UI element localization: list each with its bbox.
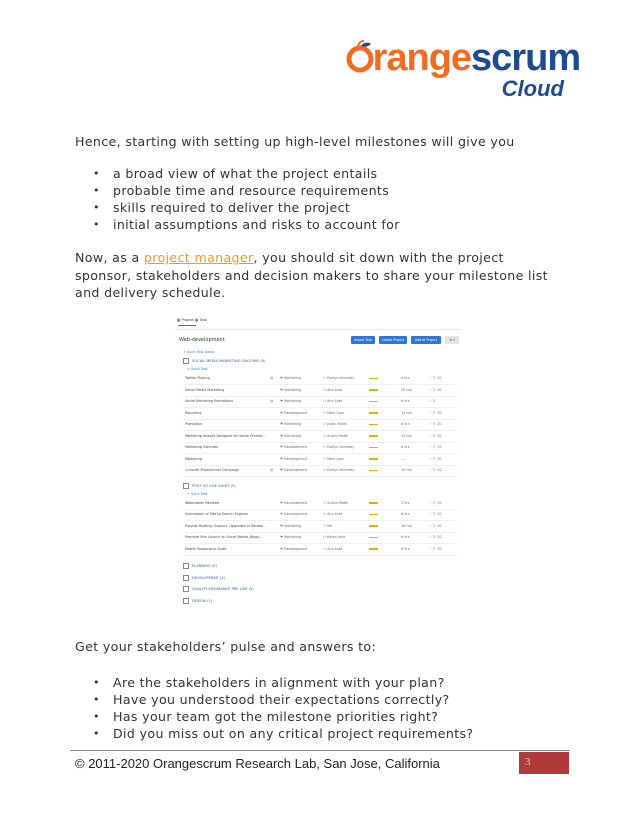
task-assignee: ⚇ Evelyn Kennedy (323, 445, 355, 449)
task-assignee: ⚇ Ann Leaf (323, 387, 342, 392)
task-name: 1-month Promotional Campaign (185, 468, 240, 472)
task-actions[interactable]: ✓ ⎘ ⌫ (429, 410, 442, 415)
task-hours: 6 hrs (401, 445, 410, 449)
list-item: • probable time and resource requirements (93, 182, 563, 199)
questions-list (93, 674, 563, 742)
task-hours: 10 hrs (401, 468, 412, 472)
task-assignee: ⚇ Austin Mathi (323, 433, 349, 438)
table-row[interactable] (183, 408, 457, 420)
table-row[interactable] (183, 498, 457, 510)
task-name: Provide Hosting, Support, Upgrades or Renew... (185, 523, 266, 528)
task-hours: 4 hrs (401, 376, 410, 380)
list-item: • skills required to deliver the project (93, 199, 563, 216)
table-row[interactable] (183, 373, 457, 385)
task-category: ⚑ Development (280, 468, 307, 472)
task-group-header[interactable] (183, 483, 236, 489)
priority-bar (369, 447, 378, 449)
quick-task-group-link[interactable]: + Quick Task Group (183, 350, 215, 354)
table-row[interactable] (183, 431, 457, 443)
task-hours: 8 hrs (401, 512, 410, 516)
task-assignee: ⚇ Ann Leaf (323, 512, 342, 516)
paragraph-text: Now, as a (75, 250, 144, 265)
table-row[interactable] (183, 544, 457, 556)
task-hours: 6 hrs (401, 535, 410, 539)
task-hours: 12 hrs (401, 410, 412, 415)
task-actions[interactable]: ✓ ⎘ ⌫ (429, 546, 442, 551)
page-number: 3 (525, 756, 531, 768)
task-name: Mobile Responsive Audit (185, 546, 227, 551)
table-row[interactable] (183, 454, 457, 466)
task-assignee: ⚇ Evelyn Kennedy (323, 376, 355, 380)
task-icon: ▤ (270, 399, 274, 403)
expand-checkbox-icon[interactable] (183, 586, 189, 592)
task-name: Submission of Site to Search Engines (185, 512, 249, 516)
table-row[interactable] (183, 442, 457, 454)
task-category: ⚑ Marketing (280, 376, 302, 380)
divider (175, 329, 462, 330)
task-category: ⚑ Marketing (280, 523, 302, 528)
task-group-name: DESIGN (1) (192, 598, 213, 603)
task-assignee: ⚇ Justin Mathi (323, 422, 347, 426)
logo-word-range: range (372, 37, 472, 79)
task-hours: 6 hrs (401, 546, 410, 551)
page-number-box (519, 752, 569, 774)
priority-bar (369, 389, 378, 391)
expand-checkbox-icon[interactable] (183, 563, 189, 569)
table-row[interactable] (183, 419, 457, 431)
task-name: Marketing (185, 456, 202, 461)
project-task-list-screenshot (175, 316, 462, 620)
task-name: Marketing Calendar (185, 445, 219, 449)
task-name: Marketing Images Designed for Social Promot... (185, 433, 266, 438)
priority-bar (369, 514, 378, 516)
priority-bar (369, 470, 378, 472)
priority-bar (369, 525, 378, 527)
logo-wordmark (344, 36, 580, 80)
priority-bar (369, 412, 378, 414)
task-actions[interactable]: ✓ ⎘ ⌫ (429, 523, 442, 528)
priority-bar (369, 548, 378, 550)
task-actions[interactable]: ✓ ⎘ ⌫ (429, 535, 442, 539)
footer-copyright: © 2011-2020 Orangescrum Research Lab, San Jose, California (75, 756, 440, 771)
task-icon: ▤ (270, 376, 274, 380)
task-hours: --- (401, 456, 405, 461)
paragraph-text: , you should sit down with the project sponsor, stakeholders and decision makers to share your milestone list and delivery schedule. (75, 250, 548, 300)
expand-checkbox-icon[interactable] (183, 598, 189, 604)
project-title: Web-development (179, 337, 225, 343)
task-hours: 6 hrs (401, 399, 410, 403)
add-to-project-button[interactable]: Add to Project (411, 336, 441, 344)
task-group-header[interactable] (183, 563, 217, 569)
task-group-header[interactable] (183, 575, 225, 581)
task-group-name: QUALITY ASSURANCE PRE LIVE (9) (192, 587, 254, 591)
task-actions[interactable]: ✓ ⎘ ⌫ (429, 422, 442, 426)
task-group-header[interactable] (183, 598, 212, 604)
task-group-name: DEVELOPMENT (4) (192, 575, 226, 580)
table-row[interactable] (183, 521, 457, 533)
task-name: Social Marketing Promotions (185, 399, 234, 403)
orangescrum-cloud-logo (344, 36, 581, 101)
settings-button[interactable]: ⚙ ▾ (445, 336, 459, 344)
list-item: • Are the stakeholders in alignment with your plan? (93, 674, 563, 691)
task-group-name: PLANNING (9) (192, 564, 217, 568)
expand-checkbox-icon[interactable] (183, 483, 189, 489)
task-assignee: ⚇ Austin Mathi (323, 500, 349, 505)
task-actions[interactable]: ✓ ⎘ ⌫ (429, 433, 442, 438)
task-actions[interactable]: ✓ ⎘ ⌫ (429, 468, 442, 472)
task-category: ⚑ Marketing (280, 433, 302, 438)
priority-bar (369, 537, 378, 539)
active-tab-indicator (178, 325, 196, 326)
table-row[interactable] (183, 385, 457, 397)
task-assignee: ⚇ Me (323, 523, 333, 528)
task-name: Promotion (185, 422, 203, 426)
list-item: • Have you understood their expectations correctly? (93, 691, 563, 708)
quick-task-link[interactable]: + Quick Task (187, 367, 208, 371)
table-row[interactable] (183, 396, 457, 408)
table-row[interactable] (183, 465, 457, 477)
sponsor-paragraph (75, 249, 563, 302)
task-group-header[interactable] (183, 358, 266, 364)
pulse-paragraph: Get your stakeholders’ pulse and answers to: (75, 639, 377, 654)
project-manager-link[interactable]: project manager (143, 250, 254, 265)
expand-checkbox-icon[interactable] (183, 575, 189, 581)
task-assignee: ⚇ Mark Lyon (323, 410, 345, 415)
footer-divider (70, 750, 570, 751)
quick-task-link[interactable]: + Quick Task (187, 491, 208, 496)
task-name: Reporting (185, 410, 202, 415)
logo-cloud: Cloud (501, 76, 564, 101)
task-category: ⚑ Marketing (280, 387, 302, 392)
benefits-list (93, 165, 563, 233)
priority-bar (369, 458, 378, 460)
task-assignee: ⚇ Evelyn Kennedy (323, 468, 355, 472)
priority-bar (369, 435, 378, 437)
task-actions[interactable]: ✓ ⎘ ⌫ (429, 387, 442, 392)
task-category: ⚑ Development (280, 410, 307, 415)
task-hours: 16 hrs (401, 523, 412, 528)
task-actions[interactable]: ✓ ⎘ ⌫ (429, 376, 442, 380)
table-row[interactable] (183, 532, 457, 544)
task-icon: ▤ (270, 468, 274, 472)
task-group-header[interactable] (183, 586, 254, 592)
task-hours: 12 hrs (401, 433, 412, 438)
task-name: Twitter Posting (185, 376, 210, 380)
task-assignee: ⚇ Ann Leaf (323, 399, 342, 403)
task-actions[interactable]: ✓ ⎘ ⌫ (429, 500, 442, 505)
logo-word-scrum: scrum (471, 37, 581, 79)
list-item: • initial assumptions and risks to account for (93, 216, 563, 233)
list-item: • Has your team got the milestone priorities right? (93, 708, 563, 725)
table-row[interactable] (183, 509, 457, 521)
task-category: ⚑ Development (280, 456, 307, 461)
priority-bar (369, 401, 378, 403)
task-category: ⚑ Development (280, 512, 307, 516)
task-name: Webmaster Reviews (185, 500, 220, 505)
task-category: ⚑ Development (280, 445, 307, 449)
task-actions[interactable]: ✓ ⎘ ⌫ (429, 512, 442, 516)
create-project-button[interactable]: Create Project (379, 336, 407, 344)
task-hours: 20 hrs (401, 387, 412, 392)
task-assignee: ⚇ Mark Lyon (323, 456, 345, 461)
priority-bar (369, 424, 378, 426)
task-category: ⚑ Marketing (280, 399, 302, 403)
task-category: ⚑ Development (280, 500, 307, 505)
task-group-name: SOCIAL MEDIA MARKETING ONGOING (9) (192, 359, 266, 363)
task-hours: 2 hrs (401, 500, 410, 505)
priority-bar (369, 502, 378, 504)
task-group-name: POST GO LIVE AUDIT (5) (192, 483, 236, 488)
task-hours: 6 hrs (401, 422, 410, 426)
priority-bar (369, 378, 378, 380)
intro-paragraph: Hence, starting with setting up high-level milestones will give you (75, 134, 515, 149)
task-actions[interactable]: ✓ ⎘ (429, 399, 436, 403)
task-actions[interactable]: ✓ ⎘ ⌫ (429, 445, 442, 449)
import-task-button[interactable]: Import Task (351, 336, 375, 344)
task-name: Promote Site Launch on Social Media, Blogs,... (185, 535, 264, 539)
task-category: ⚑ Marketing (280, 422, 302, 426)
list-item: • Did you miss out on any critical project requirements? (93, 725, 563, 742)
view-tabs[interactable]: ▦ Project ▦ Task (177, 318, 208, 322)
task-category: ⚑ Development (280, 546, 307, 551)
task-name: Social Media Marketing (185, 387, 225, 392)
task-assignee: ⚇ Karen Jove (323, 535, 346, 539)
task-category: ⚑ Marketing (280, 535, 302, 539)
task-actions[interactable]: ✓ ⎘ ⌫ (429, 456, 442, 461)
expand-checkbox-icon[interactable] (183, 358, 189, 364)
task-assignee: ⚇ Ann Leaf (323, 546, 342, 551)
list-item: • a broad view of what the project entails (93, 165, 563, 182)
